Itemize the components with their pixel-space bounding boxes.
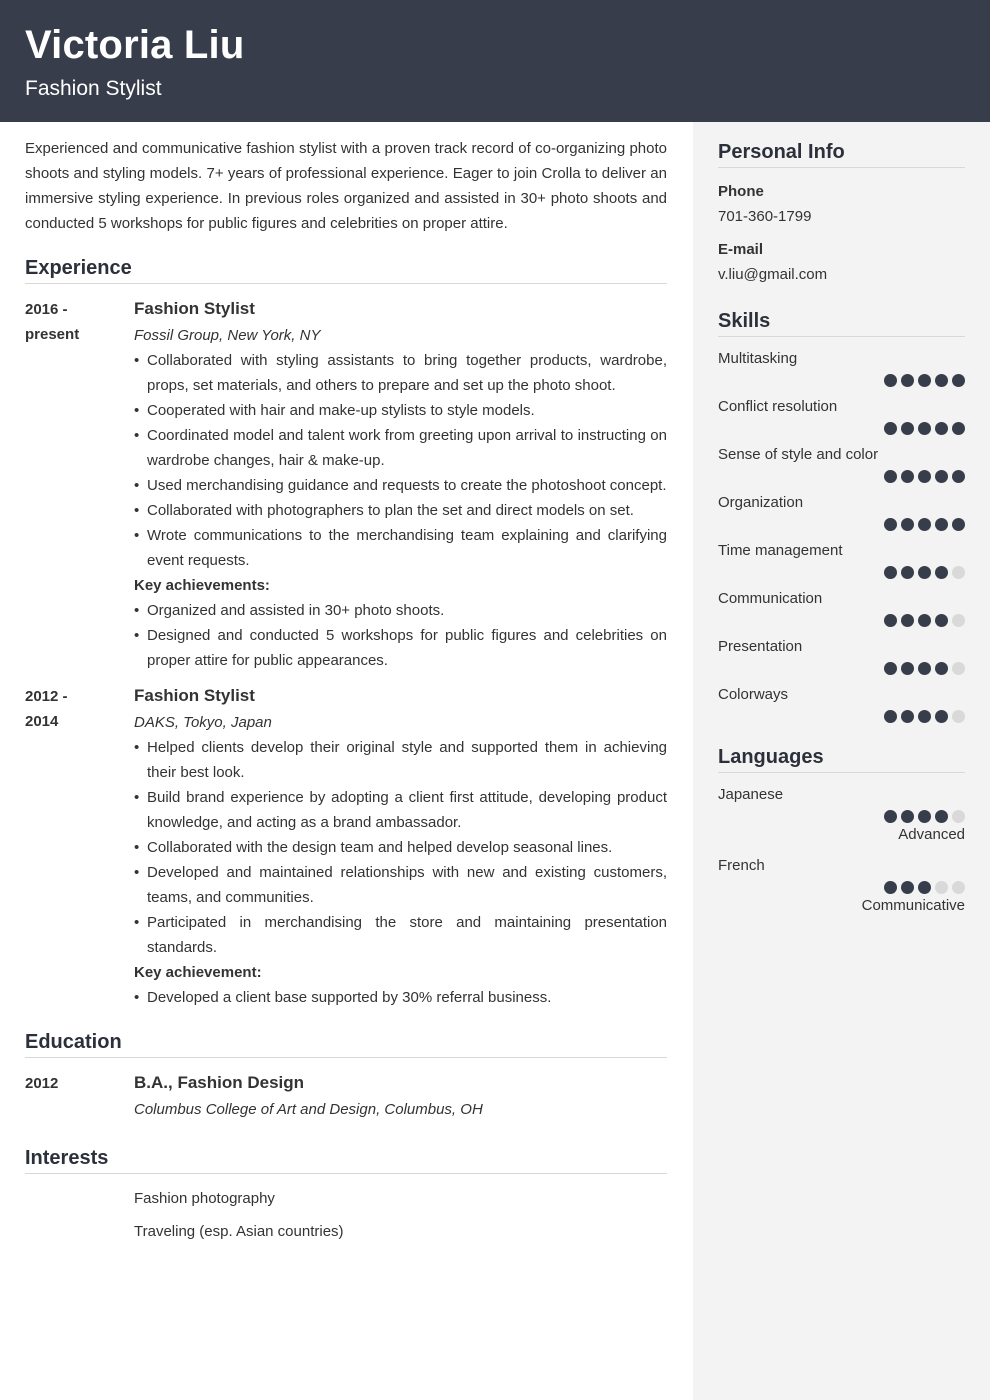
list-item: • Collaborated with styling assistants to bring together products, wardrobe, props, set materials, and others to prepare and set up the photo shoot.	[134, 348, 667, 398]
skill-item	[718, 636, 965, 675]
list-item: • Helped clients develop their original style and supported them in achieving their best look.	[134, 735, 667, 785]
filled-dot-icon	[884, 470, 897, 483]
filled-dot-icon	[884, 810, 897, 823]
section-title-skills: Skills	[718, 309, 965, 337]
experience-entry	[25, 683, 667, 1010]
candidate-title: Fashion Stylist	[25, 77, 162, 100]
language-label: French	[718, 857, 765, 874]
filled-dot-icon	[918, 470, 931, 483]
filled-dot-icon	[918, 518, 931, 531]
list-item: • Collaborated with photographers to plan the set and direct models on set.	[134, 498, 667, 523]
list-item: • Developed and maintained relationships with new and existing customers, teams, and communities.	[134, 860, 667, 910]
summary: Experienced and communicative fashion stylist with a proven track record of co-organizing photo shoots and styling models. 7+ years of professional experience. Eager to join Crolla to deliver an immersive styling experience. In previous roles organized and assisted in 30+ photo shoots and conducted 5 workshops for public figures and celebrities on proper attire.	[25, 140, 667, 232]
filled-dot-icon	[918, 566, 931, 579]
language-level: Advanced	[898, 826, 965, 843]
section-title-personal-info: Personal Info	[718, 140, 965, 168]
achievement-list	[134, 985, 667, 1010]
section-title-languages: Languages	[718, 745, 965, 773]
section-title-interests: Interests	[25, 1146, 667, 1174]
achievements-label: Key achievement:	[134, 964, 262, 981]
job-organization: Fossil Group, New York, NY	[134, 327, 321, 344]
rating-dots	[718, 662, 965, 675]
phone-value: 701-360-1799	[718, 208, 812, 225]
filled-dot-icon	[952, 374, 965, 387]
job-role: Fashion Stylist	[134, 299, 255, 318]
resume-header	[0, 0, 990, 122]
empty-dot-icon	[952, 710, 965, 723]
skill-item	[718, 540, 965, 579]
skills-list	[718, 348, 965, 723]
rating-dots	[718, 566, 965, 579]
filled-dot-icon	[901, 810, 914, 823]
experience-entry	[25, 296, 667, 673]
filled-dot-icon	[884, 374, 897, 387]
entry-date	[25, 296, 134, 673]
interests-section	[25, 1146, 667, 1244]
responsibility-list	[134, 348, 667, 573]
filled-dot-icon	[901, 881, 914, 894]
filled-dot-icon	[935, 810, 948, 823]
rating-dots	[718, 881, 965, 894]
filled-dot-icon	[935, 422, 948, 435]
languages-list	[718, 784, 965, 917]
list-item: • Designed and conducted 5 workshops for public figures and celebrities on proper attire for public appearances.	[134, 623, 667, 673]
filled-dot-icon	[935, 374, 948, 387]
filled-dot-icon	[884, 422, 897, 435]
skill-label: Presentation	[718, 638, 803, 655]
entry-date	[25, 683, 134, 1010]
email-value: v.liu@gmail.com	[718, 266, 828, 283]
empty-dot-icon	[952, 662, 965, 675]
skill-item	[718, 492, 965, 531]
section-title-experience: Experience	[25, 256, 667, 284]
entry-body	[134, 683, 667, 1010]
entry-date: 2012	[25, 1075, 59, 1092]
filled-dot-icon	[901, 614, 914, 627]
filled-dot-icon	[884, 662, 897, 675]
filled-dot-icon	[884, 881, 897, 894]
filled-dot-icon	[935, 470, 948, 483]
degree: B.A., Fashion Design	[134, 1073, 305, 1092]
empty-dot-icon	[952, 881, 965, 894]
filled-dot-icon	[901, 662, 914, 675]
filled-dot-icon	[952, 518, 965, 531]
entry-body	[134, 296, 667, 673]
rating-dots	[718, 810, 965, 823]
personal-info-section	[718, 140, 965, 287]
filled-dot-icon	[901, 374, 914, 387]
section-title-education: Education	[25, 1030, 667, 1058]
filled-dot-icon	[918, 614, 931, 627]
school: Columbus College of Art and Design, Columbus, OH	[134, 1101, 483, 1118]
date-end: present	[25, 326, 80, 343]
empty-dot-icon	[952, 614, 965, 627]
filled-dot-icon	[918, 422, 931, 435]
filled-dot-icon	[884, 518, 897, 531]
filled-dot-icon	[884, 566, 897, 579]
filled-dot-icon	[918, 374, 931, 387]
list-item: • Coordinated model and talent work from greeting upon arrival to instructing on wardrobe changes, hair & make-up.	[134, 423, 667, 473]
interest-item: Fashion photography	[134, 1190, 275, 1207]
rating-dots	[718, 614, 965, 627]
empty-dot-icon	[952, 566, 965, 579]
date-start: 2016 -	[25, 301, 68, 318]
skill-item	[718, 684, 965, 723]
list-item: • Build brand experience by adopting a client first attitude, developing product knowledge, and acting as a brand ambassador.	[134, 785, 667, 835]
filled-dot-icon	[901, 710, 914, 723]
filled-dot-icon	[884, 710, 897, 723]
skill-label: Multitasking	[718, 350, 798, 367]
language-item	[718, 855, 965, 917]
skill-label: Conflict resolution	[718, 398, 838, 415]
skill-item	[718, 396, 965, 435]
phone-label: Phone	[718, 183, 764, 200]
sidebar	[693, 122, 990, 1400]
achievements-label: Key achievements:	[134, 577, 270, 594]
entry-body	[134, 1070, 667, 1122]
skill-item	[718, 444, 965, 483]
skill-label: Colorways	[718, 686, 789, 703]
language-item	[718, 784, 965, 846]
skill-item	[718, 588, 965, 627]
filled-dot-icon	[884, 614, 897, 627]
education-entry	[25, 1070, 667, 1122]
filled-dot-icon	[935, 614, 948, 627]
list-item: • Organized and assisted in 30+ photo shoots.	[134, 598, 667, 623]
filled-dot-icon	[918, 662, 931, 675]
skills-section	[718, 309, 965, 723]
rating-dots	[718, 470, 965, 483]
list-item: • Developed a client base supported by 30% referral business.	[134, 985, 667, 1010]
skill-label: Communication	[718, 590, 823, 607]
job-organization: DAKS, Tokyo, Japan	[134, 714, 272, 731]
job-role: Fashion Stylist	[134, 686, 255, 705]
interest-item: Traveling (esp. Asian countries)	[134, 1223, 344, 1240]
list-item: • Used merchandising guidance and requests to create the photoshoot concept.	[134, 473, 667, 498]
skill-item	[718, 348, 965, 387]
filled-dot-icon	[901, 422, 914, 435]
list-item: • Collaborated with the design team and helped develop seasonal lines.	[134, 835, 667, 860]
main-column	[0, 122, 693, 1252]
filled-dot-icon	[935, 566, 948, 579]
rating-dots	[718, 374, 965, 387]
filled-dot-icon	[935, 518, 948, 531]
filled-dot-icon	[901, 518, 914, 531]
language-label: Japanese	[718, 786, 784, 803]
skill-label: Organization	[718, 494, 804, 511]
experience-section	[25, 256, 667, 1010]
filled-dot-icon	[952, 422, 965, 435]
rating-dots	[718, 422, 965, 435]
email-label: E-mail	[718, 241, 764, 258]
filled-dot-icon	[918, 881, 931, 894]
skill-label: Sense of style and color	[718, 446, 879, 463]
filled-dot-icon	[918, 810, 931, 823]
education-section	[25, 1030, 667, 1122]
empty-dot-icon	[952, 810, 965, 823]
achievement-list	[134, 598, 667, 673]
rating-dots	[718, 518, 965, 531]
languages-section	[718, 745, 965, 917]
date-start: 2012 -	[25, 688, 68, 705]
skill-label: Time management	[718, 542, 843, 559]
filled-dot-icon	[952, 470, 965, 483]
candidate-name: Victoria Liu	[25, 23, 245, 67]
date-end: 2014	[25, 713, 59, 730]
filled-dot-icon	[935, 710, 948, 723]
filled-dot-icon	[901, 566, 914, 579]
filled-dot-icon	[918, 710, 931, 723]
list-item: • Participated in merchandising the store and maintaining presentation standards.	[134, 910, 667, 960]
rating-dots	[718, 710, 965, 723]
list-item: • Wrote communications to the merchandising team explaining and clarifying event requests.	[134, 523, 667, 573]
responsibility-list	[134, 735, 667, 960]
filled-dot-icon	[901, 470, 914, 483]
language-level: Communicative	[861, 897, 965, 914]
empty-dot-icon	[935, 881, 948, 894]
list-item: • Cooperated with hair and make-up stylists to style models.	[134, 398, 667, 423]
filled-dot-icon	[935, 662, 948, 675]
